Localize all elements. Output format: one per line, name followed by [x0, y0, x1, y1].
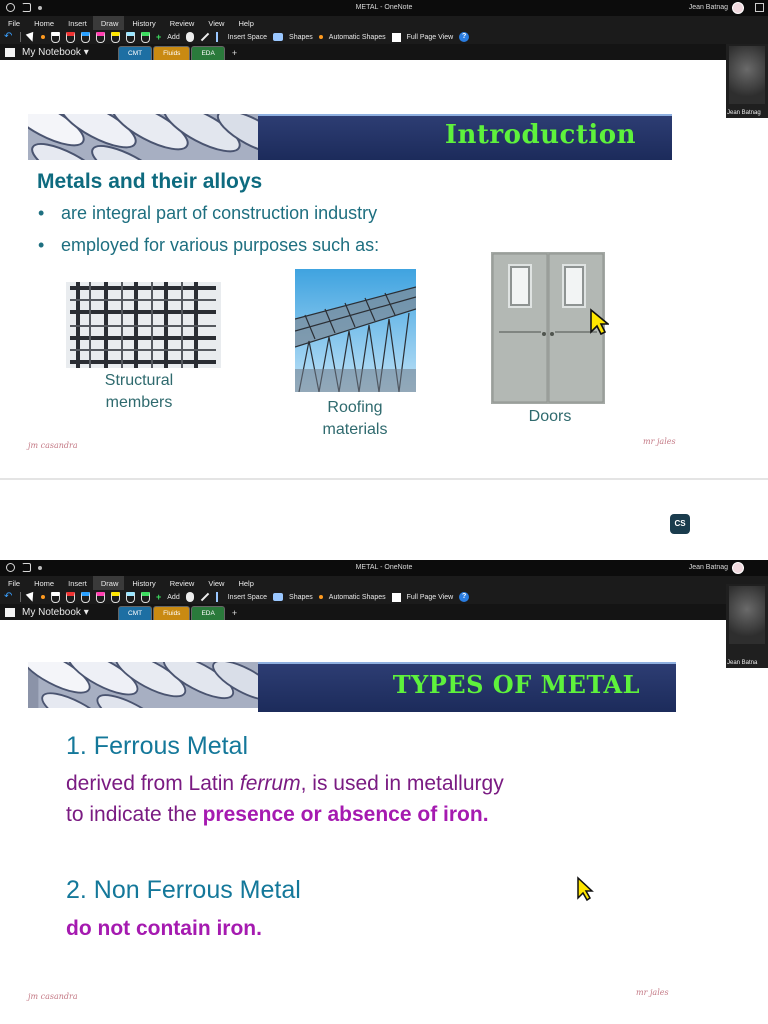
notebook-icon[interactable] — [5, 608, 15, 617]
caption-line: Roofing — [327, 399, 383, 416]
figure-caption — [505, 406, 595, 428]
doors-image — [491, 252, 605, 404]
section-tabs — [118, 46, 243, 60]
ferrous-line-2 — [66, 799, 706, 830]
caption-line: materials — [322, 421, 388, 438]
touch-icon[interactable] — [186, 32, 194, 42]
separator — [20, 32, 21, 42]
slide-banner — [28, 114, 672, 160]
shapes-button[interactable]: Shapes — [289, 33, 313, 41]
ferrous-description — [66, 768, 706, 830]
notebook-label: My Notebook — [22, 607, 81, 618]
structural-members-image — [66, 282, 221, 368]
eraser-icon[interactable] — [51, 32, 60, 43]
highlighter-yellow-icon[interactable] — [111, 32, 120, 43]
add-button[interactable]: Add — [167, 33, 180, 41]
automatic-shapes-button[interactable]: Automatic Shapes — [328, 593, 386, 601]
tab-draw[interactable]: Draw — [93, 16, 125, 30]
slide-title: Introduction — [444, 120, 636, 150]
text-run: to indicate the — [66, 803, 203, 826]
add-pen-icon[interactable]: + — [156, 32, 162, 42]
pen-pink-icon[interactable] — [96, 32, 105, 43]
camera-thumbnail — [726, 584, 768, 668]
select-arrow-icon[interactable] — [26, 31, 37, 42]
mouse-cursor-icon — [589, 308, 609, 336]
pen-cyan-icon[interactable] — [126, 592, 135, 603]
camera-name: Jean Batnag — [727, 110, 761, 116]
help-icon[interactable]: ? — [459, 32, 469, 42]
pen-blue-icon[interactable] — [81, 592, 90, 603]
user-name[interactable]: Jean Batnag — [688, 4, 728, 11]
slide-divider — [0, 478, 768, 480]
tab-file[interactable]: File — [8, 19, 21, 28]
caption-line: Doors — [528, 408, 572, 425]
tab-view[interactable]: View — [208, 579, 225, 588]
menu-bar — [0, 576, 768, 604]
notebook-dropdown[interactable] — [22, 47, 89, 58]
highlighter-yellow-icon[interactable] — [111, 592, 120, 603]
section-tab-fluids[interactable]: Fluids — [153, 46, 190, 60]
touch-icon[interactable] — [186, 592, 194, 602]
notebook-icon[interactable] — [5, 48, 15, 57]
title-bar — [0, 560, 768, 576]
full-page-view-button[interactable]: Full Page View — [406, 593, 454, 601]
slide-banner — [28, 662, 676, 712]
section-tab-cmt[interactable]: CMT — [118, 606, 152, 620]
roofing-materials-image — [295, 269, 416, 392]
camera-video — [729, 586, 765, 644]
figure-caption — [296, 397, 414, 441]
pen-pink-icon[interactable] — [96, 592, 105, 603]
bullet-marker: • — [38, 235, 45, 255]
notebook-bar — [0, 604, 768, 620]
shapes-icon[interactable] — [273, 33, 283, 41]
full-page-view-button[interactable]: Full Page View — [406, 33, 454, 41]
ribbon-tabs — [0, 576, 260, 590]
automatic-shapes-icon[interactable] — [319, 595, 323, 599]
insert-space-button[interactable]: Insert Space — [227, 33, 268, 41]
screenshot-introduction — [0, 0, 768, 490]
user-name[interactable]: Jean Batnag — [688, 564, 728, 571]
avatar[interactable] — [732, 562, 744, 574]
ruler-icon[interactable] — [200, 33, 208, 41]
ruler-icon[interactable] — [200, 593, 208, 601]
emphasis-text: presence or absence of iron. — [202, 803, 489, 826]
title-bar — [0, 0, 768, 16]
tab-help[interactable]: Help — [238, 579, 254, 588]
lasso-icon[interactable] — [41, 595, 45, 599]
slide-title: TYPES OF METAL — [392, 670, 640, 699]
banner-metal-art — [28, 662, 288, 708]
figure-caption — [70, 370, 208, 414]
caption-line: members — [105, 394, 173, 411]
banner-metal-art — [28, 114, 288, 160]
non-ferrous-heading: 2. Non Ferrous Metal — [66, 876, 301, 904]
ferrous-heading: 1. Ferrous Metal — [66, 732, 249, 760]
undo-icon[interactable]: ↶ — [4, 31, 13, 42]
bullet-item — [38, 235, 380, 256]
tab-help[interactable]: Help — [238, 19, 254, 28]
add-section-button[interactable]: + — [231, 48, 238, 58]
document-title: METAL - OneNote — [355, 4, 413, 11]
draw-ribbon — [0, 30, 768, 44]
signature-right: mr jales — [643, 437, 676, 446]
signature-left: jm casandra — [28, 441, 78, 450]
tab-review[interactable]: Review — [169, 579, 195, 588]
tab-history[interactable]: History — [132, 19, 156, 28]
section-tab-fluids[interactable]: Fluids — [153, 606, 190, 620]
section-tab-eda[interactable]: EDA — [191, 606, 224, 620]
full-page-view-icon[interactable] — [392, 593, 401, 602]
tab-history[interactable]: History — [132, 579, 156, 588]
notebook-bar — [0, 44, 768, 60]
select-arrow-icon[interactable] — [26, 591, 37, 602]
pen-red-icon[interactable] — [66, 592, 75, 603]
restore-window-icon[interactable] — [755, 3, 764, 12]
mouse-cursor-icon — [576, 876, 594, 902]
bullet-text: employed for various purposes such as: — [61, 235, 380, 255]
section-tab-eda[interactable]: EDA — [191, 46, 224, 60]
menu-bar — [0, 16, 768, 44]
screen-recorder-badge: CS — [670, 514, 690, 534]
separator — [20, 592, 21, 602]
full-page-view-icon[interactable] — [392, 33, 401, 42]
camera-name: Jean Batna — [727, 660, 758, 666]
notebook-dropdown[interactable] — [22, 607, 89, 618]
notebook-label: My Notebook — [22, 47, 81, 58]
undo-icon[interactable]: ↶ — [4, 591, 13, 602]
document-title: METAL - OneNote — [355, 564, 413, 571]
text-run: derived from Latin — [66, 772, 240, 795]
shapes-button[interactable]: Shapes — [289, 593, 313, 601]
screenshot-types-of-metal — [0, 560, 768, 1024]
pen-green-icon[interactable] — [141, 592, 150, 603]
tab-insert[interactable]: Insert — [68, 579, 87, 588]
shapes-icon[interactable] — [273, 593, 283, 601]
add-section-button[interactable]: + — [231, 608, 238, 618]
caption-line: Structural — [104, 372, 174, 389]
section-tabs — [118, 606, 243, 620]
bullet-marker: • — [38, 203, 45, 223]
add-pen-icon[interactable]: + — [156, 592, 162, 602]
tab-home[interactable]: Home — [34, 19, 55, 28]
pen-green-icon[interactable] — [141, 32, 150, 43]
help-icon[interactable]: ? — [459, 592, 469, 602]
tab-draw[interactable]: Draw — [93, 576, 125, 590]
signature-left: jm casandra — [28, 992, 78, 1001]
latin-term: ferrum — [239, 772, 301, 795]
slide-heading: Metals and their alloys — [37, 170, 263, 193]
automatic-shapes-icon[interactable] — [319, 35, 323, 39]
chevron-down-icon: ▾ — [83, 47, 89, 58]
lasso-icon[interactable] — [41, 35, 45, 39]
avatar[interactable] — [732, 2, 744, 14]
ribbon-tabs — [0, 16, 260, 30]
tab-review[interactable]: Review — [169, 19, 195, 28]
tab-file[interactable]: File — [8, 579, 21, 588]
non-ferrous-description: do not contain iron. — [66, 917, 262, 940]
tab-insert[interactable]: Insert — [68, 19, 87, 28]
bullet-item — [38, 203, 378, 224]
tab-view[interactable]: View — [208, 19, 225, 28]
insert-space-icon[interactable] — [216, 592, 222, 602]
tab-home[interactable]: Home — [34, 579, 55, 588]
camera-video — [729, 46, 765, 104]
automatic-shapes-button[interactable]: Automatic Shapes — [328, 33, 386, 41]
gap — [0, 490, 768, 560]
add-button[interactable]: Add — [167, 593, 180, 601]
chevron-down-icon: ▾ — [83, 607, 89, 618]
camera-thumbnail — [726, 44, 768, 118]
text-run: , is used in metallurgy — [300, 772, 504, 795]
draw-ribbon — [0, 590, 768, 604]
signature-right: mr jales — [636, 988, 669, 997]
insert-space-button[interactable]: Insert Space — [227, 593, 268, 601]
eraser-icon[interactable] — [51, 592, 60, 603]
insert-space-icon[interactable] — [216, 32, 222, 42]
section-tab-cmt[interactable]: CMT — [118, 46, 152, 60]
pen-blue-icon[interactable] — [81, 32, 90, 43]
ferrous-line-1 — [66, 768, 706, 799]
pen-cyan-icon[interactable] — [126, 32, 135, 43]
bullet-text: are integral part of construction industry — [61, 203, 378, 223]
pen-red-icon[interactable] — [66, 32, 75, 43]
